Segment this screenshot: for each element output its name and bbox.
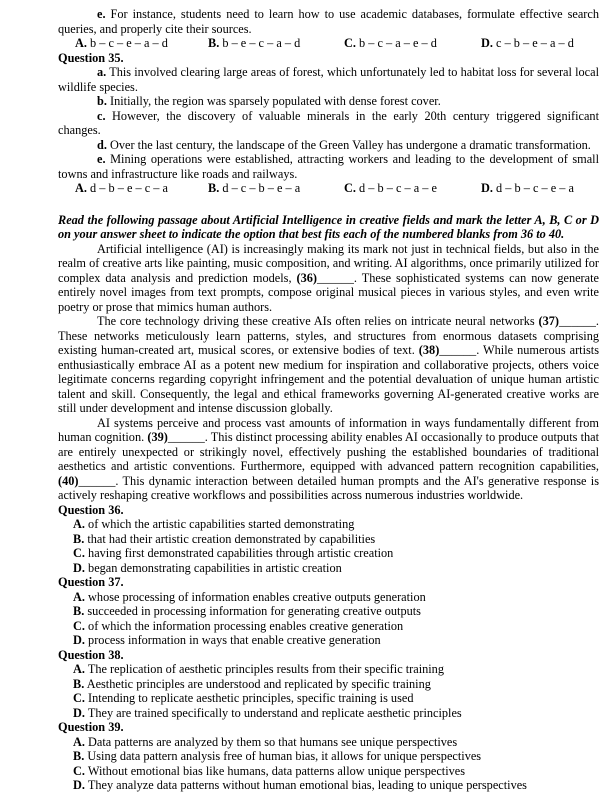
passage-text: ______. This distinct processing ability enables AI occasionally to produce outputs that are entirely unexpected or strikingly novel, effectively pushing the established boundaries of traditional aesthetics and artistic conventions. Furthermore, equipped with advanced pattern recognition capabilities,: [58, 430, 600, 473]
passage-text: AI systems perceive and process vast amounts of information in ways fundamentally different from human cognition.: [58, 415, 599, 444]
option-b: [208, 181, 344, 196]
option-line-a: [58, 517, 599, 532]
passage-text: ______. While numerous artists enthusiastically embrace AI as a potent new medium for inspiration and collaborative projects, others voice legitimate concerns regarding copyright infringement and the potential devaluation of unique human artistic talent and skill. Consequently, the legal and ethical frameworks governing AI-generated creative works are still under development and intense discussion globally.: [58, 343, 600, 415]
option-text: Data patterns are analyzed by them so that humans see unique perspectives: [88, 734, 458, 749]
option-label: C.: [73, 546, 85, 560]
passage-text: The core technology driving these creative AIs often relies on intricate neural networks: [97, 314, 539, 328]
blank-number: (40): [58, 473, 79, 488]
blank-number: (39): [147, 430, 168, 444]
option-label: A.: [73, 734, 85, 749]
question-heading-37: Question 37.: [58, 575, 124, 589]
option-text: The replication of aesthetic principles results from their specific training: [87, 662, 444, 676]
option-a: [75, 181, 208, 196]
option-label: C.: [73, 618, 85, 633]
option-label: D.: [73, 705, 85, 720]
option-label: A.: [73, 517, 85, 531]
option-text: c – b – e – a – d: [496, 36, 574, 50]
option-label: C.: [344, 181, 356, 195]
question-heading-35: Question 35.: [58, 50, 124, 65]
option-text: They analyze data patterns without human emotional bias, leading to unique perspectives: [87, 778, 527, 792]
option-label: C.: [73, 763, 85, 778]
option-text: Intending to replicate aesthetic principles, specific training is used: [88, 691, 414, 705]
option-a: [75, 36, 208, 51]
statement-text: However, the discovery of valuable minerals in the early 20th century triggered significant changes.: [58, 108, 599, 137]
option-text: b – e – c – a – d: [222, 36, 301, 50]
option-label: D.: [481, 181, 493, 195]
option-text: d – b – c – a – e: [359, 181, 437, 195]
statement-marker: c.: [97, 108, 106, 123]
passage-paragraph-2: [58, 314, 599, 416]
statement-marker: d.: [97, 137, 107, 152]
statement-marker: e.: [97, 152, 106, 166]
statement-item-e: [58, 152, 599, 181]
statement-text: Over the last century, the landscape of the Green Valley has undergone a dramatic transformation.: [106, 137, 591, 152]
option-d: [481, 181, 599, 196]
option-label: C.: [344, 36, 356, 50]
option-line-b: [58, 749, 599, 764]
option-label: B.: [73, 531, 85, 546]
option-label: A.: [75, 36, 87, 50]
statement-marker: b.: [97, 94, 107, 108]
passage-paragraph-3: [58, 416, 599, 503]
option-text: Aesthetic principles are understood and replicated by specific training: [86, 676, 431, 691]
option-b: [208, 36, 344, 51]
option-label: A.: [73, 589, 85, 604]
option-line-b: [58, 677, 599, 692]
option-text: Using data pattern analysis free of human bias, it allows for unique perspectives: [87, 749, 482, 763]
statement-text: For instance, students need to learn how to use academic databases, formulate effective search queries, and properly cite their sources.: [58, 7, 599, 36]
option-text: whose processing of information enables creative outputs generation: [88, 589, 426, 604]
statement-marker: e.: [97, 7, 106, 21]
option-line-d: [58, 778, 599, 793]
option-label: B.: [208, 36, 220, 50]
statement-item-a: [58, 65, 599, 94]
option-line-c: [58, 619, 599, 634]
statement-text: Mining operations were established, attracting workers and leading to the development of small towns and infrastructure like roads and railways.: [58, 152, 599, 181]
option-label: D.: [73, 633, 85, 647]
option-line-a: [58, 662, 599, 677]
statement-marker: a.: [97, 65, 107, 79]
statement-item-b: [58, 94, 599, 109]
blank-number: (37): [538, 314, 560, 328]
option-label: B.: [73, 604, 85, 618]
option-text: process information in ways that enable creative generation: [88, 633, 381, 647]
question-heading-39: Question 39.: [58, 720, 124, 734]
option-line-c: [58, 764, 599, 779]
passage-text: ______. These networks meticulously learn patterns, styles, and structures from enormous datasets comprising existing human-created art, musical scores, or extensive bodies of text.: [58, 314, 599, 357]
option-text: having first demonstrated capabilities through artistic creation: [88, 546, 394, 560]
statement-text: This involved clearing large areas of forest, which unfortunately led to habitat loss for several local wildlife species.: [58, 65, 599, 94]
option-line-a: [58, 735, 599, 750]
statement-text: Initially, the region was sparsely populated with dense forest cover.: [106, 94, 441, 108]
option-text: b – c – a – e – d: [359, 36, 437, 50]
option-text: of which the information processing enables creative generation: [88, 618, 404, 633]
passage-paragraph-1: [58, 242, 599, 315]
blank-number: (36): [296, 270, 317, 285]
option-text: They are trained specifically to understand and replicate aesthetic principles: [87, 705, 462, 720]
option-c: [344, 36, 481, 51]
option-label: A.: [75, 181, 87, 195]
option-text: d – b – c – e – a: [496, 181, 574, 195]
passage-text: ______. These sophisticated systems can now generate entirely novel images from text prompts, compose original musical pieces in various styles, and even write poetry or prose that mimics human authors.: [58, 270, 599, 314]
option-d: [481, 36, 599, 51]
option-text: b – c – e – a – d: [90, 36, 168, 50]
passage-text: Artificial intelligence (AI) is increasingly making its mark not just in technical fields, but also in the realm of creative arts like painting, music composition, and writing. AI algorithms, once primarily utilized for complex data analysis and prediction models,: [58, 241, 599, 285]
passage-instruction: Read the following passage about Artificial Intelligence in creative fields and mark the letter A, B, C or D on your answer sheet to indicate the option that best fits each of the numbered blanks from 36 to 40.: [58, 212, 599, 241]
statement-item-e: [58, 7, 599, 36]
option-text: that had their artistic creation demonstrated by capabilities: [87, 531, 376, 546]
option-label: B.: [208, 181, 220, 195]
option-text: d – b – e – c – a: [90, 181, 168, 195]
blank-number: (38): [418, 343, 440, 357]
option-text: Without emotional bias like humans, data patterns allow unique perspectives: [87, 763, 466, 778]
passage-text: ______. This dynamic interaction between detailed human prompts and the AI's generative response is actively reshaping creative workflows and possibilities across numerous industries worldwide.: [58, 473, 599, 502]
option-label: B.: [73, 749, 85, 763]
option-text: succeeded in processing information for generating creative outputs: [87, 604, 421, 618]
option-line-d: [58, 633, 599, 648]
option-label: B.: [73, 676, 85, 691]
option-c: [344, 181, 481, 196]
statement-item-d: [58, 138, 599, 153]
answer-options-row: [58, 181, 599, 196]
option-line-c: [58, 691, 599, 706]
question-heading-38: Question 38.: [58, 647, 124, 662]
option-line-c: [58, 546, 599, 561]
option-label: A.: [73, 662, 85, 676]
option-text: d – c – b – e – a: [222, 181, 301, 195]
option-text: began demonstrating capabilities in artistic creation: [88, 560, 342, 575]
option-line-d: [58, 706, 599, 721]
option-line-d: [58, 561, 599, 576]
statement-item-c: [58, 109, 599, 138]
option-label: D.: [73, 560, 85, 575]
option-line-b: [58, 604, 599, 619]
option-label: D.: [73, 778, 85, 792]
option-line-a: [58, 590, 599, 605]
option-line-b: [58, 532, 599, 547]
option-text: of which the artistic capabilities started demonstrating: [88, 517, 355, 531]
question-heading-36: Question 36.: [58, 502, 124, 517]
answer-options-row: [58, 36, 599, 51]
option-label: C.: [73, 691, 85, 705]
option-label: D.: [481, 36, 493, 50]
